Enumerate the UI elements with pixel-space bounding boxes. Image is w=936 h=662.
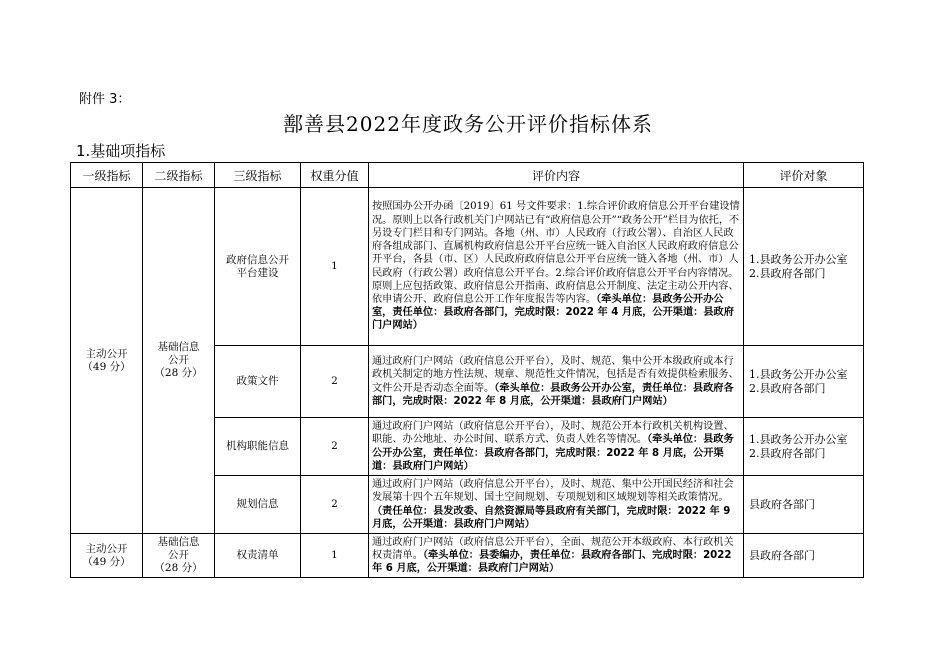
content-cell xyxy=(369,346,744,418)
target-line: 1.县政务公开办公室 xyxy=(749,432,848,446)
column-header: 评价对象 xyxy=(744,163,864,188)
weight-cell: 1 xyxy=(301,534,369,578)
content-responsibility: （牵头单位：县政务公开办公室，责任单位：县政府各部门，完成时限：2022 年 8 月底，公开渠道：县政府门户网站） xyxy=(372,382,734,407)
level3-cell: 规划信息 xyxy=(215,476,301,534)
content-text: 按照国办公开办函〔2019〕61 号文件要求：1.综合评价政府信息公开平台建设情况。原则上以各行政机关门户网站已有“政府信息公开”“政务公开”栏目为依托，不另设专门栏目和专门网站。各地（州、市）人民政府（行政公署）、自治区人民政府各组成部门、直属机构政府信息公开平台应统一链入自治区人民政府政府信息公开平台，各县（市、区）人民政府政府信息公开平台应统一链入各地（州、市）人民政府（行政公署）政府信息公开平台。2.综合评价政府信息公开平台内容情况。原则上应包括政策、政府信息公开指南、政府信息公开制度、法定主动公开内容、依申请公开、政府信息公开工作年度报告等内容。 xyxy=(372,201,740,305)
target-line: 2.县政府各部门 xyxy=(749,381,826,395)
table-row xyxy=(71,534,864,578)
target-line: 2.县政府各部门 xyxy=(749,446,826,460)
target-cell xyxy=(744,476,864,534)
content-text: 通过政府门户网站（政府信息公开平台），全面、规范公开本级政府、本行政机关权责清单。 xyxy=(372,536,734,561)
level1-name: 主动公开 xyxy=(85,347,128,360)
column-header: 二级指标 xyxy=(143,163,215,188)
level3-cell: 机构职能信息 xyxy=(215,418,301,476)
target-line: 县政府各部门 xyxy=(749,497,815,511)
level2-score: （28 分） xyxy=(154,562,203,574)
content-responsibility: （责任单位：县发改委、自然资源局等县政府有关部门，完成时限：2022 年 9 月底，公开渠道：县政府门户网站） xyxy=(372,505,731,530)
table-row xyxy=(71,188,864,346)
target-line: 1.县政务公开办公室 xyxy=(749,252,848,266)
content-responsibility: （牵头单位：县政务公开办公室，责任单位：县政府各部门，完成时限：2022 年 8 月底，公开渠道：县政府门户网站） xyxy=(372,434,734,472)
content-text: 通过政府门户网站（政府信息公开平台），及时、规范、集中公开本级政府或本行政机关制定的地方性法规、规章、规范性文件情况，包括是否有效提供检索服务、文件公开是否动态全面等。 xyxy=(372,356,739,394)
indicator-table xyxy=(70,162,864,578)
content-cell xyxy=(369,534,744,578)
content-cell xyxy=(369,188,744,346)
level2-cell xyxy=(143,534,215,578)
target-line: 县政府各部门 xyxy=(749,548,815,562)
level1-cell xyxy=(71,188,143,534)
column-header: 三级指标 xyxy=(215,163,301,188)
content-cell xyxy=(369,418,744,476)
level2-cell xyxy=(143,188,215,534)
level1-score: （49 分） xyxy=(82,555,131,568)
level2-name: 基础信息公开 xyxy=(157,341,200,366)
column-header: 权重分值 xyxy=(301,163,369,188)
target-cell xyxy=(744,346,864,418)
weight-cell: 2 xyxy=(301,418,369,476)
level2-score: （28 分） xyxy=(154,367,203,379)
level1-name: 主动公开 xyxy=(85,542,128,555)
target-cell xyxy=(744,418,864,476)
level2-name: 基础信息公开 xyxy=(157,536,200,561)
content-text: 通过政府门户网站（政府信息公开平台），及时、规范公开本行政机关机构设置、职能、办公地址、办公时间、联系方式、负责人姓名等情况。 xyxy=(372,421,734,446)
table-header-row xyxy=(71,163,864,188)
target-cell xyxy=(744,188,864,346)
level3-cell: 政策文件 xyxy=(215,346,301,418)
level3-cell: 权责清单 xyxy=(215,534,301,578)
target-cell xyxy=(744,534,864,578)
content-responsibility: （牵头单位：县委编办，责任单位：县政府各部门、完成时限：2022 年 6 月底，公开渠道：县政府门户网站） xyxy=(372,549,732,575)
weight-cell: 1 xyxy=(301,188,369,346)
document-title: 鄯善县2022年度政务公开评价指标体系 xyxy=(283,112,653,136)
weight-cell: 2 xyxy=(301,346,369,418)
level3-cell: 政府信息公开平台建设 xyxy=(215,188,301,346)
column-header: 一级指标 xyxy=(71,163,143,188)
level1-cell xyxy=(71,534,143,578)
content-cell xyxy=(369,476,744,534)
content-text: 通过政府门户网站（政府信息公开平台），及时、规范、集中公开国民经济和社会发展第十四个五年规划、国土空间规划、专项规划和区域规划等相关政策情况。 xyxy=(372,479,734,504)
attachment-label: 附件 3： xyxy=(79,92,131,107)
column-header: 评价内容 xyxy=(369,163,744,188)
section-heading: 1.基础项指标 xyxy=(76,142,166,160)
target-line: 1.县政务公开办公室 xyxy=(749,367,848,381)
level1-score: （49 分） xyxy=(82,360,131,373)
target-line: 2.县政府各部门 xyxy=(749,266,826,280)
weight-cell: 2 xyxy=(301,476,369,534)
content-responsibility: （牵头单位：县政务公开办公室，责任单位：县政府各部门，完成时限：2022 年 4 月底，公开渠道：县政府门户网站） xyxy=(372,293,734,332)
